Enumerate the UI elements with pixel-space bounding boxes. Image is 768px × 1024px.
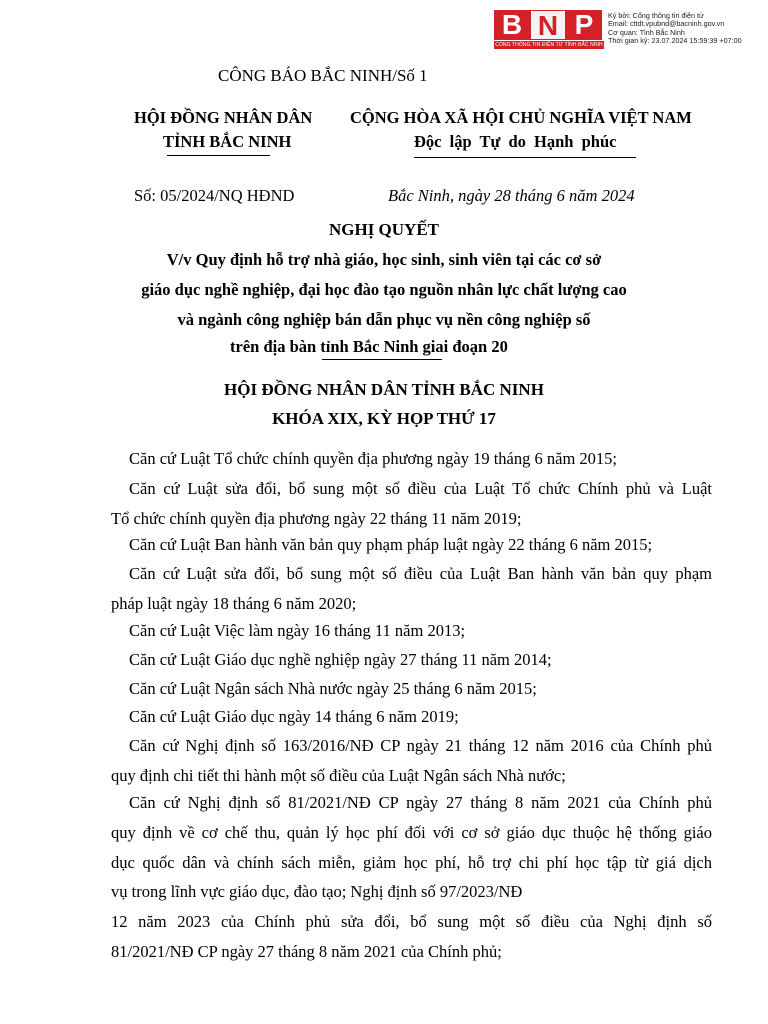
subject-line: trên địa bàn tỉnh Bắc Ninh giai đoạn 20: [230, 337, 508, 356]
legal-basis-paragraph: [111, 645, 712, 675]
gazette-header: CÔNG BÁO BẮC NINH/Số 1: [218, 66, 428, 85]
paragraph-line: Căn cứ Nghị định số 163/2016/NĐ CP ngày 21 tháng 12 năm 2016 của Chính phủ: [129, 736, 712, 755]
document-number: Số: 05/2024/NQ HĐND: [134, 186, 295, 205]
legal-basis-paragraph: [111, 731, 712, 791]
stamp-tagline: CỔNG THÔNG TIN ĐIỆN TỬ TỈNH BẮC NINH: [495, 42, 603, 48]
legal-basis-paragraph: [111, 530, 712, 560]
paragraph-line: quy định về cơ chế thu, quản lý học phí đối với cơ sở giáo dục thuộc hệ thống giáo: [111, 822, 712, 842]
document-type: NGHỊ QUYẾT: [328, 220, 440, 239]
legal-basis-paragraph: [111, 474, 712, 534]
paragraph-line: Căn cứ Luật Giáo dục ngày 14 tháng 6 năm 2019;: [129, 707, 459, 726]
signature-signer: Ký bởi: Cổng thông tin điện tử: [608, 11, 704, 20]
subject-line: V/v Quy định hỗ trợ nhà giáo, học sinh, sinh viên tại các cơ sở: [166, 250, 602, 269]
stamp-letter-n: N: [530, 10, 566, 40]
paragraph-line: Căn cứ Luật Ngân sách Nhà nước ngày 25 tháng 6 năm 2015;: [129, 679, 537, 698]
paragraph-line: Căn cứ Luật Ban hành văn bản quy phạm pháp luật ngày 22 tháng 6 năm 2015;: [129, 535, 653, 554]
signature-agency: Cơ quan: Tỉnh Bắc Ninh: [608, 27, 685, 37]
paragraph-line: 81/2021/NĐ CP ngày 27 tháng 8 năm 2021 của Chính phủ;: [111, 941, 502, 961]
legal-basis-paragraph: [111, 788, 712, 967]
paragraph-line: 12 năm 2023 của Chính phủ sửa đổi, bổ sung một số điều của Nghị định số: [111, 912, 712, 932]
paragraph-line: Căn cứ Nghị định số 81/2021/NĐ CP ngày 27 tháng 8 năm 2021 của Chính phủ: [129, 793, 712, 812]
subject-line: giáo dục nghề nghiệp, đại học đào tạo nguồn nhân lực chất lượng cao: [141, 280, 627, 299]
signature-email: Email: cttdt.vpubnd@bacninh.gov.vn: [608, 19, 725, 29]
subject-divider: [322, 359, 442, 360]
paragraph-line: Căn cứ Luật sửa đổi, bổ sung một số điều của Luật Ban hành văn bản quy phạm: [129, 564, 712, 583]
session-name: KHÓA XIX, KỲ HỌP THỨ 17: [272, 409, 496, 428]
place-date: Bắc Ninh, ngày 28 tháng 6 năm 2024: [388, 186, 635, 205]
paragraph-line: vụ trong lĩnh vực giáo dục, đào tạo; Nghị định số 97/2023/NĐ: [111, 882, 523, 902]
issuer-line-2: TỈNH BẮC NINH: [163, 132, 292, 151]
paragraph-line: quy định chi tiết thi hành một số điều của Luật Ngân sách Nhà nước;: [111, 765, 566, 785]
legal-basis-paragraph: [111, 444, 712, 474]
paragraph-line: Tổ chức chính quyền địa phương ngày 22 tháng 11 năm 2019;: [111, 508, 522, 528]
paragraph-line: pháp luật ngày 18 tháng 6 năm 2020;: [111, 593, 357, 613]
signature-info: [608, 12, 742, 45]
paragraph-line: Căn cứ Luật Tổ chức chính quyền địa phương ngày 19 tháng 6 năm 2015;: [129, 449, 617, 468]
signature-time: Thời gian ký: 23.07.2024 15:59:39 +07:00: [608, 35, 742, 45]
paragraph-line: Căn cứ Luật sửa đổi, bổ sung một số điều của Luật Tổ chức Chính phủ và Luật: [129, 479, 712, 498]
legal-basis-paragraph: [111, 674, 712, 704]
stamp-letter-p: P: [566, 10, 602, 40]
paragraph-line: dục quốc dân và chính sách miễn, giảm học phí, hỗ trợ chi phí học tập từ giá dịch: [111, 852, 712, 872]
national-motto: Độc lập Tự do Hạnh phúc: [414, 132, 617, 151]
legal-basis-paragraph: [111, 616, 712, 646]
paragraph-line: Căn cứ Luật Giáo dục nghề nghiệp ngày 27 tháng 11 năm 2014;: [129, 650, 552, 669]
stamp-letter-b: B: [494, 10, 530, 40]
legal-basis-paragraph: [111, 559, 712, 619]
issuer-divider: [167, 155, 270, 156]
signature-stamp-logo: [494, 10, 604, 50]
subject-line: và ngành công nghiệp bán dẫn phục vụ nền công nghiệp số: [177, 310, 591, 329]
motto-divider: [414, 157, 636, 158]
paragraph-line: Căn cứ Luật Việc làm ngày 16 tháng 11 năm 2013;: [129, 621, 466, 640]
legal-basis-paragraph: [111, 702, 712, 732]
issuer-line-1: HỘI ĐỒNG NHÂN DÂN: [134, 108, 313, 127]
national-title: CỘNG HÒA XÃ HỘI CHỦ NGHĨA VIỆT NAM: [350, 108, 692, 127]
council-name: HỘI ĐỒNG NHÂN DÂN TỈNH BẮC NINH: [224, 380, 544, 399]
